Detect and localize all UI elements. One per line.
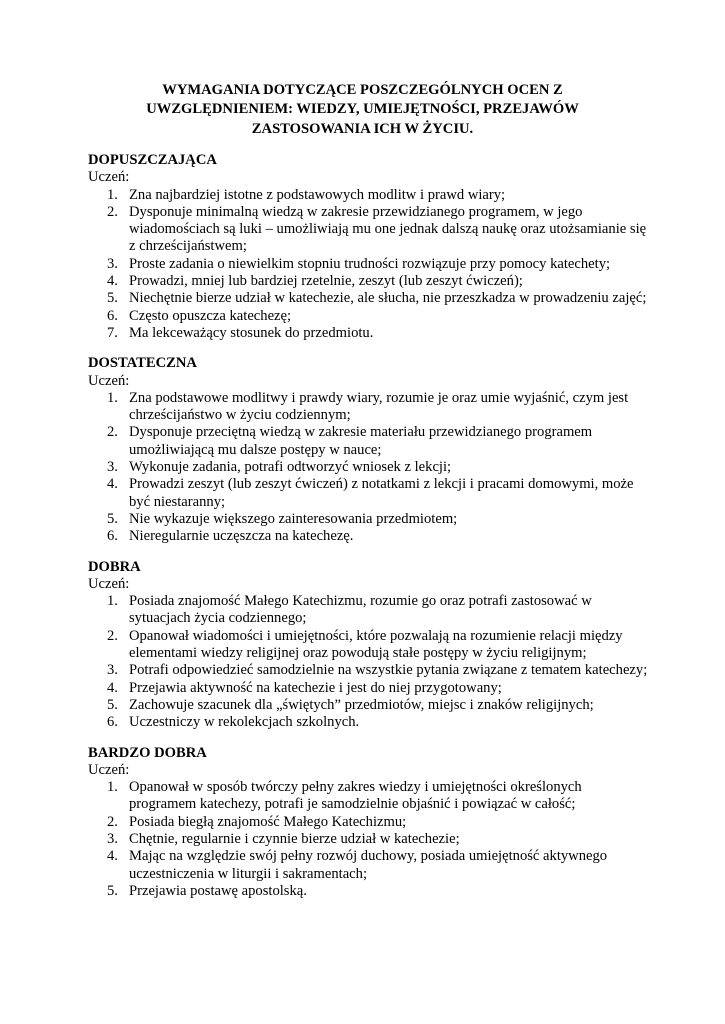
item-text: Zna podstawowe modlitwy i prawdy wiary, rozumie je oraz umie wyjaśnić, czym jest chrześcijaństwo w życiu codziennym; <box>129 389 629 424</box>
item-text: Przejawia aktywność na katechezie i jest do niej przygotowany; <box>129 679 502 696</box>
item-text: Mając na względzie swój pełny rozwój duchowy, posiada umiejętność aktywnego uczestniczenia w liturgii i sakramentach; <box>129 848 608 882</box>
item-number: 5. <box>107 290 118 307</box>
list-item <box>88 325 648 342</box>
requirements-list <box>88 593 648 731</box>
list-item <box>88 390 648 425</box>
item-number: 2. <box>107 424 118 441</box>
list-item <box>88 680 648 697</box>
list-item <box>88 848 648 883</box>
item-number: 1. <box>107 593 118 610</box>
item-number: 1. <box>107 389 118 406</box>
item-number: 6. <box>107 528 118 545</box>
item-number: 2. <box>107 203 118 220</box>
item-text: Prowadzi zeszyt (lub zeszyt ćwiczeń) z notatkami z lekcji i pracami domowymi, może być niestaranny; <box>129 476 634 510</box>
list-item <box>88 204 648 256</box>
item-text: Zachowuje szacunek dla „świętych” przedmiotów, miejsc i znaków religijnych; <box>129 696 594 713</box>
item-text: Opanował wiadomości i umiejętności, które pozwalają na rozumienie relacji między elementami wiedzy religijnej oraz powodują stałe postępy w życiu religijnym; <box>129 627 623 662</box>
item-number: 6. <box>107 714 118 731</box>
section-heading: DOPUSZCZAJĄCA <box>88 152 217 168</box>
item-text: Potrafi odpowiedzieć samodzielnie na wszystkie pytania związane z tematem katechezy; <box>129 662 648 679</box>
item-number: 2. <box>107 813 118 830</box>
requirements-list <box>88 187 648 343</box>
list-item <box>88 831 648 848</box>
item-number: 5. <box>107 510 118 527</box>
list-item <box>88 476 648 511</box>
item-number: 4. <box>107 679 118 696</box>
list-item <box>88 697 648 714</box>
list-item <box>88 814 648 831</box>
item-text: Nie wykazuje większego zainteresowania przedmiotem; <box>129 510 458 527</box>
section-intro: Uczeń: <box>88 372 130 389</box>
document-body <box>88 152 648 913</box>
section-dopuszczajaca <box>88 152 648 342</box>
item-number: 7. <box>107 324 118 341</box>
list-item <box>88 714 648 731</box>
item-number: 5. <box>107 882 118 899</box>
item-text: Często opuszcza katechezę; <box>129 307 292 324</box>
list-item <box>88 593 648 628</box>
item-text: Proste zadania o niewielkim stopniu trudności rozwiązuje przy pomocy katechety; <box>129 255 611 272</box>
item-text: Wykonuje zadania, potrafi odtworzyć wniosek z lekcji; <box>129 459 452 476</box>
item-number: 4. <box>107 273 118 290</box>
section-intro: Uczeń: <box>88 575 130 592</box>
title-line: WYMAGANIA DOTYCZĄCE POSZCZEGÓLNYCH OCEN Z <box>162 82 563 98</box>
item-text: Prowadzi, mniej lub bardziej rzetelnie, zeszyt (lub zeszyt ćwiczeń); <box>129 273 523 290</box>
section-intro: Uczeń: <box>88 169 130 186</box>
item-number: 3. <box>107 255 118 272</box>
item-text: Dysponuje przeciętną wiedzą w zakresie materiału przewidzianego programem umożliwiającą mu dalsze postępy w nauce; <box>129 424 593 458</box>
item-text: Chętnie, regularnie i czynnie bierze udział w katechezie; <box>129 830 460 847</box>
item-number: 3. <box>107 662 118 679</box>
item-number: 4. <box>107 476 118 493</box>
item-text: Opanował w sposób twórczy pełny zakres wiedzy i umiejętności określonych programem katechezy, potrafi je samodzielnie objaśnić i powiązać w całość; <box>129 779 582 813</box>
item-number: 6. <box>107 307 118 324</box>
item-text: Dysponuje minimalną wiedzą w zakresie przewidzianego programem, w jego wiadomościach są luki – umożliwiają mu one jednak dalszą naukę oraz utożsamianie się z chrześcijaństwem; <box>129 203 647 255</box>
list-item <box>88 290 648 307</box>
list-item <box>88 628 648 663</box>
requirements-list <box>88 779 648 900</box>
list-item <box>88 308 648 325</box>
item-number: 1. <box>107 186 118 203</box>
item-text: Posiada znajomość Małego Katechizmu, rozumie go oraz potrafi zastosować w sytuacjach życia codziennego; <box>129 593 592 627</box>
item-text: Posiada biegłą znajomość Małego Katechizmu; <box>129 813 407 830</box>
item-number: 1. <box>107 779 118 796</box>
item-number: 4. <box>107 848 118 865</box>
item-number: 3. <box>107 830 118 847</box>
list-item <box>88 528 648 545</box>
item-text: Ma lekceważący stosunek do przedmiotu. <box>129 324 374 341</box>
section-heading: BARDZO DOBRA <box>88 744 207 761</box>
title-line: ZASTOSOWANIA ICH W ŻYCIU. <box>251 120 474 137</box>
requirements-list <box>88 390 648 546</box>
item-text: Niechętnie bierze udział w katechezie, ale słucha, nie przeszkadza w prowadzeniu zajęć; <box>129 290 647 307</box>
item-text: Uczestniczy w rekolekcjach szkolnych. <box>129 714 360 731</box>
section-dobra <box>88 559 648 732</box>
list-item <box>88 459 648 476</box>
item-number: 2. <box>107 627 118 644</box>
item-number: 3. <box>107 459 118 476</box>
section-heading: DOBRA <box>88 558 141 575</box>
item-text: Zna najbardziej istotne z podstawowych modlitw i prawd wiary; <box>129 186 506 203</box>
item-number: 5. <box>107 696 118 713</box>
list-item <box>88 779 648 814</box>
list-item <box>88 273 648 290</box>
list-item <box>88 883 648 900</box>
list-item <box>88 511 648 528</box>
section-intro: Uczeń: <box>88 761 130 778</box>
list-item <box>88 424 648 459</box>
list-item <box>88 662 648 679</box>
section-bardzo-dobra <box>88 745 648 901</box>
section-dostateczna <box>88 355 648 545</box>
item-text: Nieregularnie uczęszcza na katechezę. <box>129 528 354 545</box>
title-line: UWZGLĘDNIENIEM: WIEDZY, UMIEJĘTNOŚCI, PRZEJAWÓW <box>146 101 579 118</box>
item-text: Przejawia postawę apostolską. <box>129 882 307 899</box>
section-heading: DOSTATECZNA <box>88 355 197 372</box>
list-item <box>88 256 648 273</box>
list-item <box>88 187 648 204</box>
document-title <box>120 81 605 139</box>
